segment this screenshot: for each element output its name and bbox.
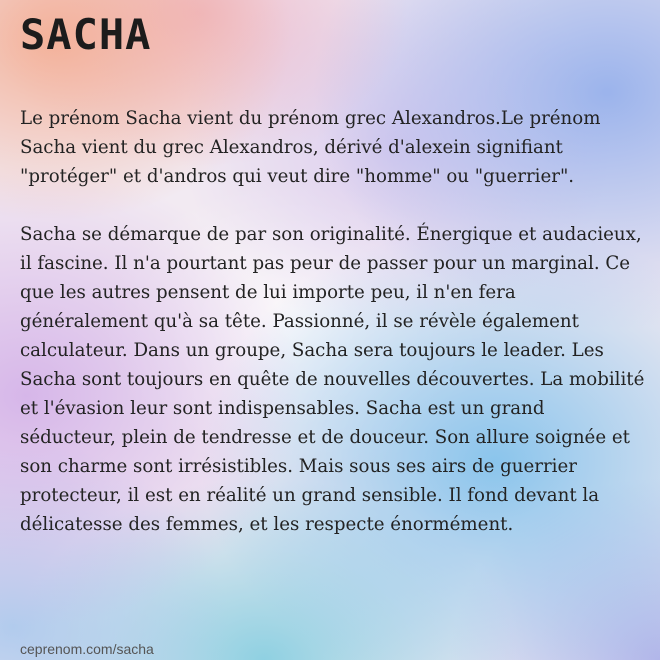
name-description — [20, 104, 645, 539]
name-title: SACHA — [20, 10, 152, 59]
origin-paragraph: Le prénom Sacha vient du prénom grec Alexandros.Le prénom Sacha vient du grec Alexandros, dérivé d'alexein signifiant "protéger" et d'andros qui veut dire "homme" ou "guerrier". — [20, 108, 601, 187]
source-url: ceprenom.com/sacha — [20, 641, 154, 657]
personality-paragraph: Sacha se démarque de par son originalité. Énergique et audacieux, il fascine. Il n'a pourtant pas peur de passer pour un marginal. Ce que les autres pensent de lui importe peu, il n'en fera généralement qu'à sa tête. Passionné, il se révèle également calculateur. Dans un groupe, Sacha sera toujours le leader. Les Sacha sont toujours en quête de nouvelles découvertes. La mobilité et l'évasion leur sont indispensables. Sacha est un grand séducteur, plein de tendresse et de douceur. Son allure soignée et son charme sont irrésistibles. Mais sous ses airs de guerrier protecteur, il est en réalité un grand sensible. Il fond devant la délicatesse des femmes, et les respecte énormément. — [20, 224, 645, 535]
